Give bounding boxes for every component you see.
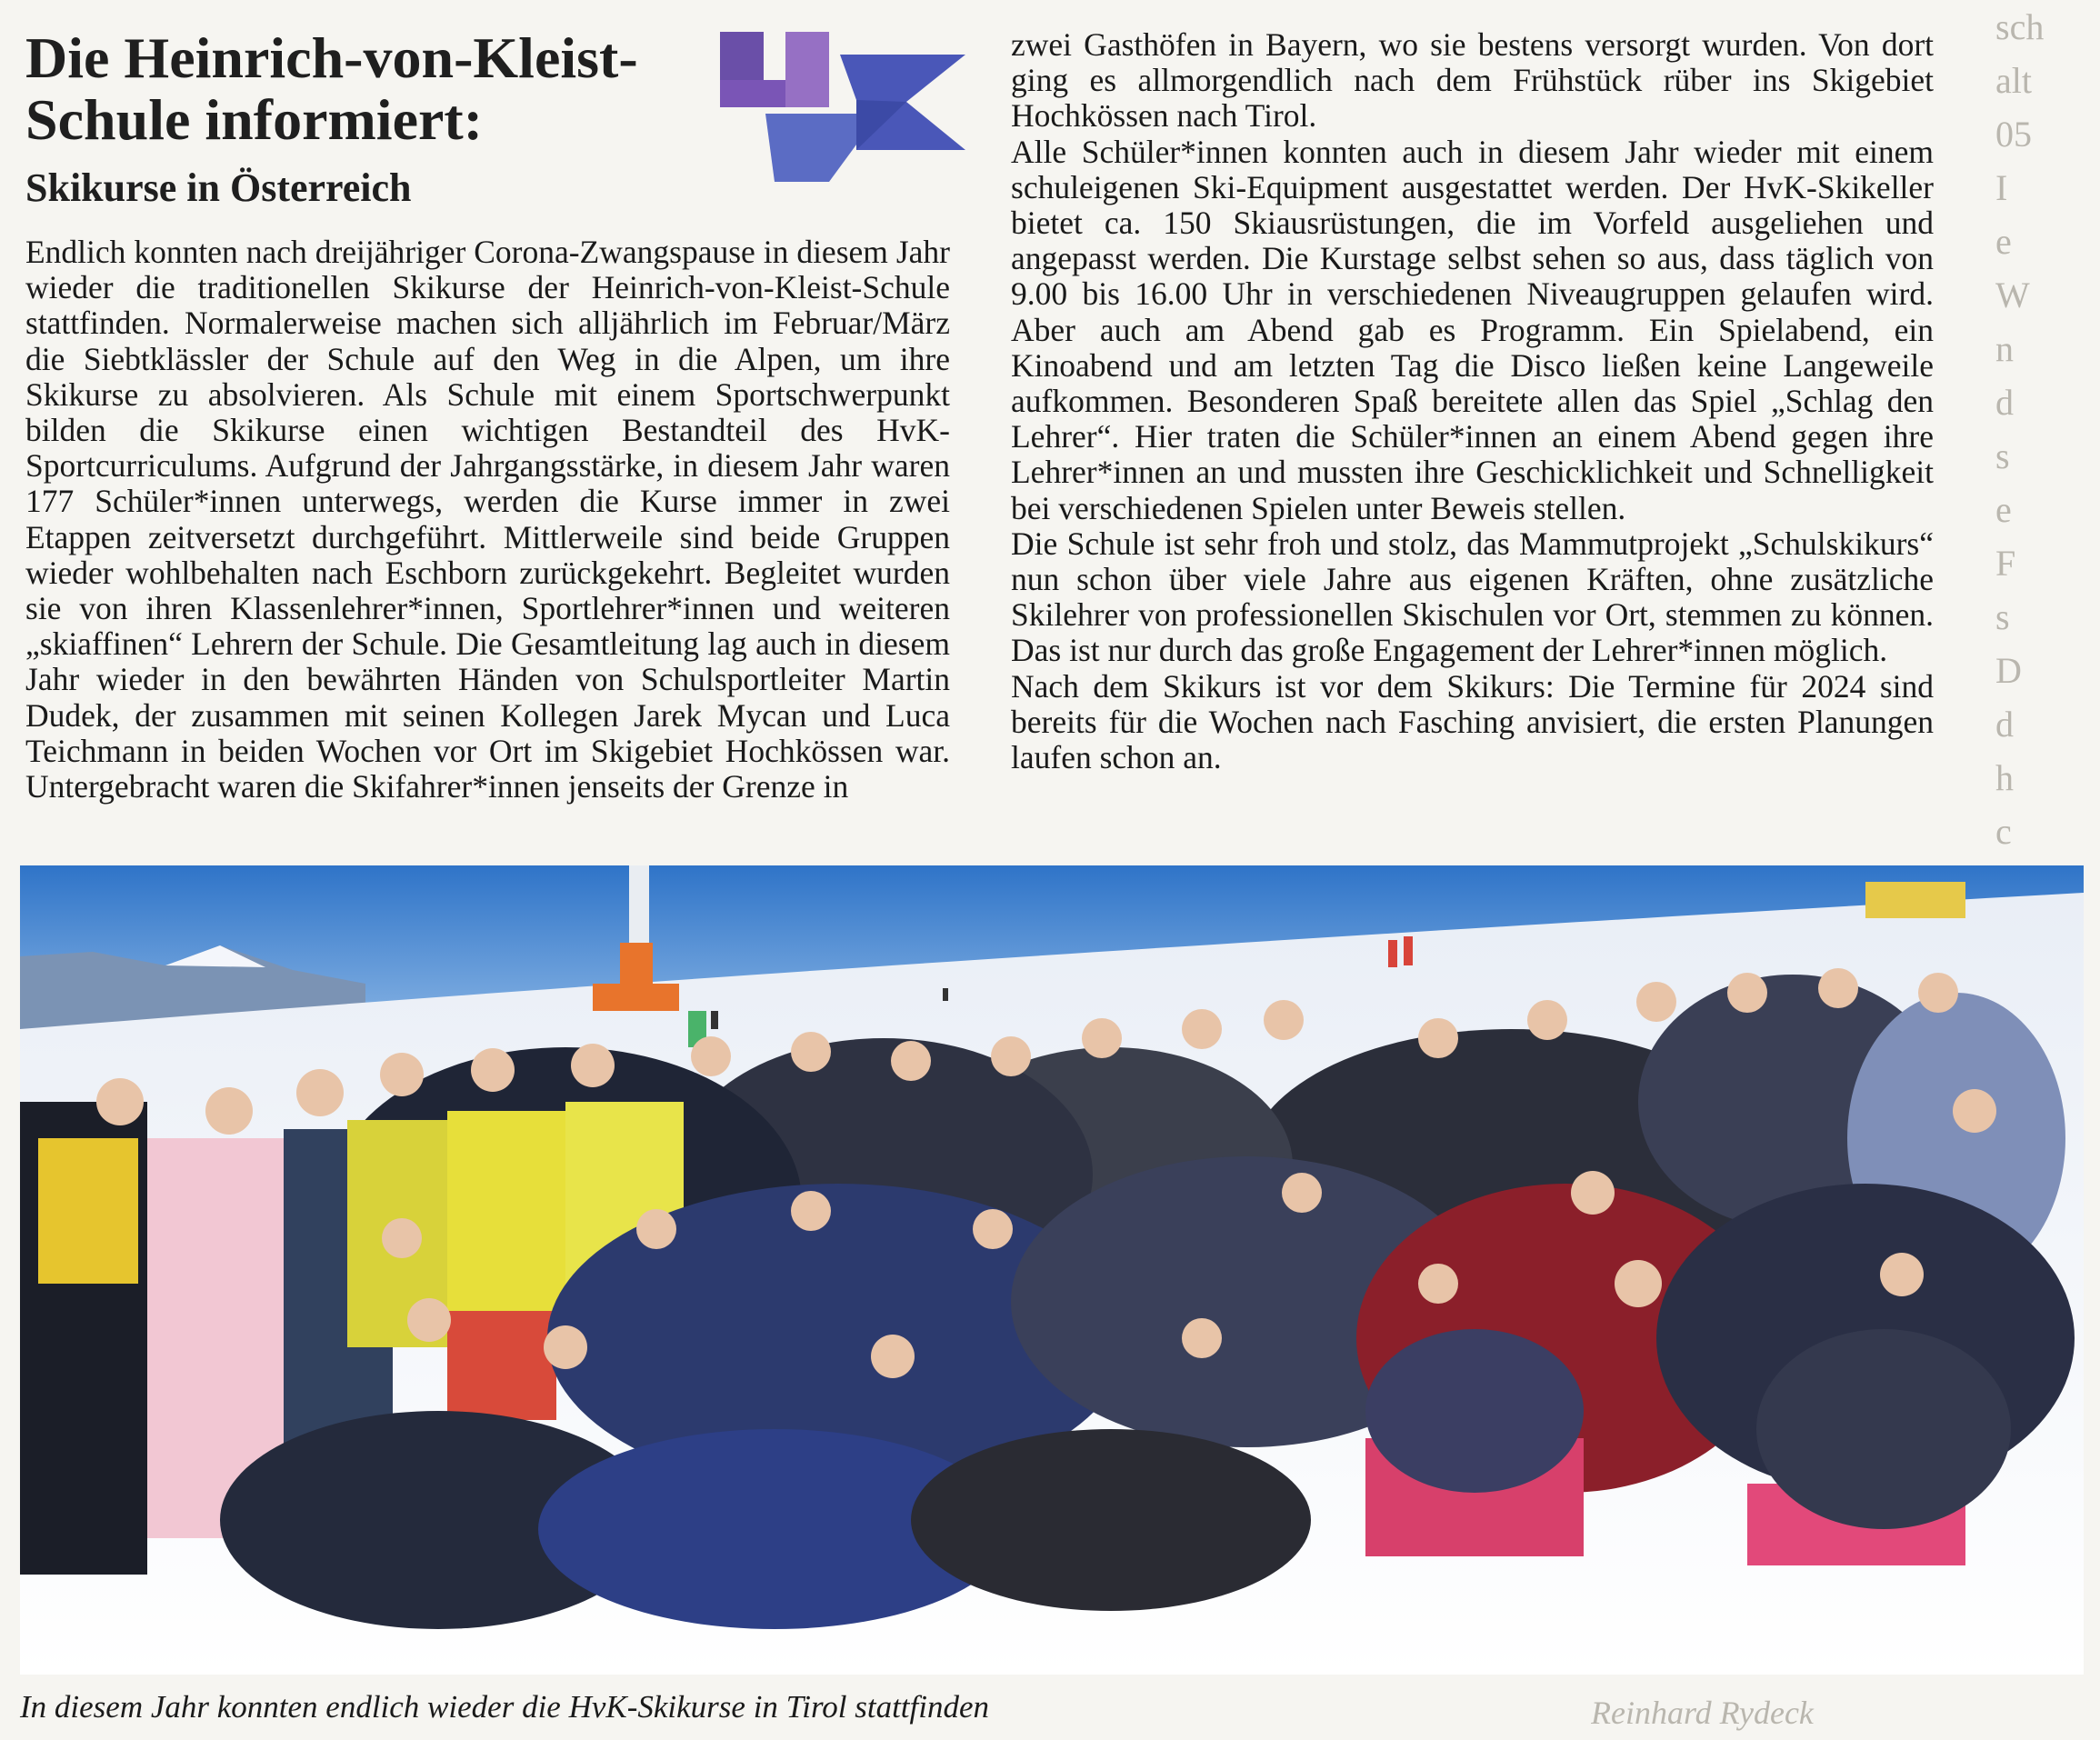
article-paragraph: zwei Gasthöfen in Bayern, wo sie bestens versorgt wurden. Von dort ging es allmorgendlich nach dem Frühstück rüber ins Skigebiet Hochkössen nach Tirol. [1011, 26, 1934, 135]
bleed-line: alt [1995, 60, 2032, 101]
lift-base [620, 943, 653, 988]
article-paragraph: Endlich konnten nach dreijähriger Corona-Zwangspause in diesem Jahr wieder die traditionellen Skikurse der Heinrich-von-Kleist-Schule stattfinden. Normalerweise machen sich alljährlich im Februar/März die Siebtklässler der Schule auf den Weg in die Alpen, um ihre Skikurse zu absolvieren. Als Schule mit einem Sportschwerpunkt bilden die Skikurse einen wichtigen Bestandteil des HvK-Sportcurriculums. Aufgrund der Jahrgangsstärke, in diesem Jahr waren 177 Schüler*innen unterwegs, werden die Kurse immer in zwei Etappen zeitversetzt durchgeführt. Mittlerweile sind beide Gruppen wieder wohlbehalten nach Eschborn zurückgekehrt. Begleitet wurden sie von ihren Klassenlehrer*innen, Sportlehrer*innen und weiteren „skiaffinen“ Lehrern der Schule. Die Gesamtleitung lag auch in diesem Jahr wieder in den bewährten Händen von Schulsportleiter Martin Dudek, der zusammen mit seinen Kollegen Jarek Mycan und Luca Teichmann in beiden Wochen vor Ort im Skigebiet Hochkössen war. Untergebracht waren die Skifahrer*innen jenseits der Grenze in [25, 234, 950, 805]
bleed-line: e [1995, 221, 2012, 262]
bleed-line: D [1995, 650, 2022, 691]
bleed-line: sch [1995, 6, 2045, 47]
article-column-right [1011, 27, 1934, 856]
bleed-line: c [1995, 811, 2012, 852]
bleed-line: s [1995, 435, 2010, 476]
bleed-line: F [1995, 543, 2016, 584]
school-logo [720, 27, 975, 186]
adjacent-page-bleed-credit: Reinhard Rydeck [1591, 1695, 1814, 1731]
adjacent-page-bleed [1995, 0, 2100, 900]
article-headline: Die Heinrich-von-Kleist-Schule informiert: [25, 25, 638, 152]
bleed-line: d [1995, 382, 2014, 423]
bleed-line: I [1995, 167, 2008, 208]
bleed-line: h [1995, 757, 2014, 798]
group-photo [20, 865, 2084, 1675]
group-photo-illustration [20, 865, 2084, 1675]
article-column-left [25, 235, 950, 856]
article-paragraph: Alle Schüler*innen konnten auch in diesem Jahr wieder mit einem schuleigenen Ski-Equipment ausgestattet werden. Der HvK-Skikeller bietet ca. 150 Skiausrüstungen, die im Vorfeld ausgeliehen und angepasst werden. Die Kurstage selbst sehen so aus, dass täglich von 9.00 bis 16.00 Uhr in verschiedenen Niveaugruppen gelaufen wird. Aber auch am Abend gab es Programm. Ein Spielabend, ein Kinoabend und am letzten Tag die Disco ließen keine Langeweile aufkommen. Besonderen Spaß bereitete allen das Spiel „Schlag den Lehrer“. Hier traten die Schüler*innen an einem Abend gegen ihre Lehrer*innen an und mussten ihre Geschicklichkeit und Schnelligkeit bei verschiedenen Spielen unter Beweis stellen. [1011, 133, 1934, 526]
hut [1865, 882, 1965, 918]
bleed-line: d [1995, 704, 2014, 745]
article-paragraph: Nach dem Skikurs ist vor dem Skikurs: Die Termine für 2024 sind bereits für die Wochen nach Fasching anvisiert, die ersten Planungen laufen schon an. [1011, 667, 1934, 776]
photo-caption: In diesem Jahr konnten endlich wieder die HvK-Skikurse in Tirol stattfinden [20, 1689, 990, 1725]
bleed-line: e [1995, 489, 2012, 530]
lift-pole [629, 865, 649, 952]
logo-mark [720, 32, 965, 182]
bleed-line: 05 [1995, 114, 2032, 155]
article-subheadline: Skikurse in Österreich [25, 165, 412, 210]
bleed-line: s [1995, 596, 2010, 637]
bleed-line: W [1995, 275, 2030, 315]
article-paragraph: Die Schule ist sehr froh und stolz, das Mammutprojekt „Schulskikurs“ nun schon über viele Jahre aus eigenen Kräften, ohne zusätzliche Skilehrer von professionellen Skischulen vor Ort, stemmen zu können. Das ist nur durch das große Engagement der Lehrer*innen möglich. [1011, 525, 1934, 669]
bleed-line: n [1995, 328, 2014, 369]
